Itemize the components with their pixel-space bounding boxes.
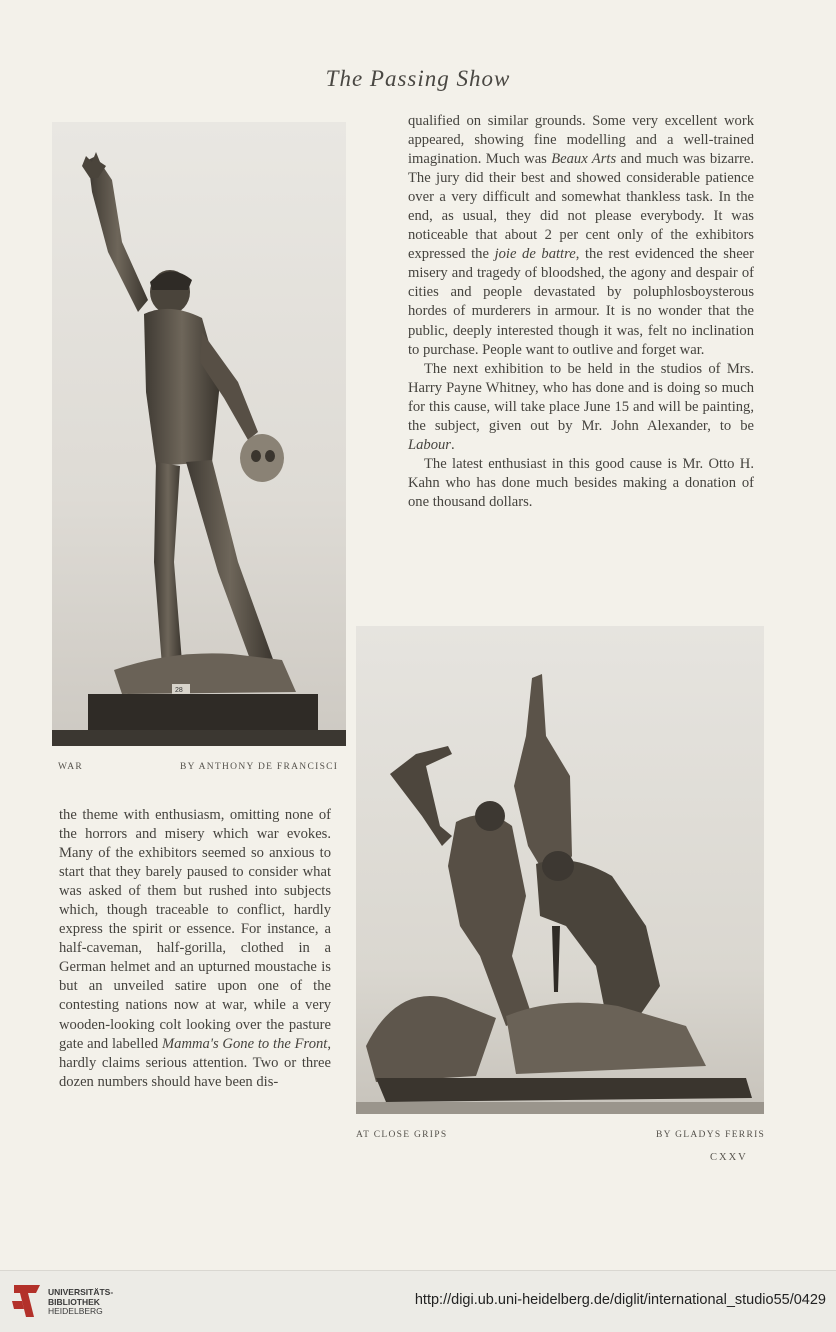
left-column-text [59, 806, 331, 1092]
paragraph: The latest enthusiast in this good cause is Mr. Otto H. Kahn who has done much besides making a donation of one thousand dollars. [408, 455, 754, 510]
university-library-logo-icon [10, 1281, 44, 1321]
text-run: . [450, 436, 455, 453]
text-run: The next exhibition to be held in the studios of Mrs. Harry Payne Whitney, who has done and is doing so much for this cause, will take place June 15 and will be painting, the subject, given out by Mr. John Alexander, to be [408, 360, 754, 434]
war-sculpture-illustration [52, 122, 346, 746]
plate-close-grips-photo [356, 626, 764, 1114]
source-url-link[interactable]: http://digi.ub.uni-heidelberg.de/diglit/international_studio55/0429 [414, 1292, 826, 1308]
paragraph [408, 360, 754, 455]
digitization-footer [0, 1270, 836, 1332]
text-run: and much was bizarre. The jury did their best and showed considerable patience over a very difficult and somewhat thankless task. In the end, as usual, they did not please everybody. It was noticeable that about 2 per cent only of the exhibitors expressed the [408, 151, 754, 263]
library-line: HEIDELBERG [48, 1306, 103, 1316]
plate-war-photo [52, 122, 346, 746]
plinth-number: 28 [175, 687, 183, 694]
paragraph [408, 112, 754, 360]
library-name [48, 1288, 113, 1317]
caption-grips-artist: BY GLADYS FERRIS [656, 1130, 766, 1140]
paragraph [59, 806, 331, 1092]
italic-term: joie de battre [494, 246, 576, 263]
italic-title: Mamma's Gone to the Front [162, 1035, 328, 1052]
right-column-text [408, 112, 754, 512]
text-run: qualified on similar grounds. Some very excellent work appeared, showing fine modelling and a well-trained imagination. Much was [408, 113, 754, 168]
caption-war-title: WAR [58, 762, 84, 772]
text-run: , the rest evidenced the sheer misery and tragedy of bloodshed, the agony and despair of cities and people devastated by poluphlosboysterous hordes of murderers in armour. It is no wonder that the public, deeply interested though it was, felt no inclination to purchase. People want to outlive and forget war. [408, 246, 755, 358]
caption-war-artist: BY ANTHONY DE FRANCISCI [180, 762, 339, 772]
running-head: The Passing Show [325, 66, 511, 91]
text-run: , hardly claims serious attention. Two or three dozen numbers should have been dis- [59, 1035, 332, 1090]
caption-grips-title: AT CLOSE GRIPS [356, 1130, 448, 1140]
italic-term: Labour [408, 436, 451, 453]
page-folio: CXXV [710, 1152, 748, 1163]
close-grips-sculpture-illustration [356, 626, 764, 1114]
text-run: the theme with enthusiasm, omitting none of the horrors and misery which war evokes. Many of the exhibitors seemed so anxious to start that they barely paused to consider what was asked of them but rushed into subjects which, though traceable to conflict, hardly express the spirit or essence. For instance, a half-caveman, half-gorilla, clothed in a German helmet and an upturned moustache is but an unveiled satire upon one of the contesting nations now at war, while a very wooden-looking colt looking over the pasture gate and labelled [59, 807, 331, 1052]
library-line: UNIVERSITÄTS- [48, 1287, 114, 1297]
library-line: BIBLIOTHEK [48, 1296, 100, 1307]
italic-term: Beaux Arts [551, 151, 617, 168]
